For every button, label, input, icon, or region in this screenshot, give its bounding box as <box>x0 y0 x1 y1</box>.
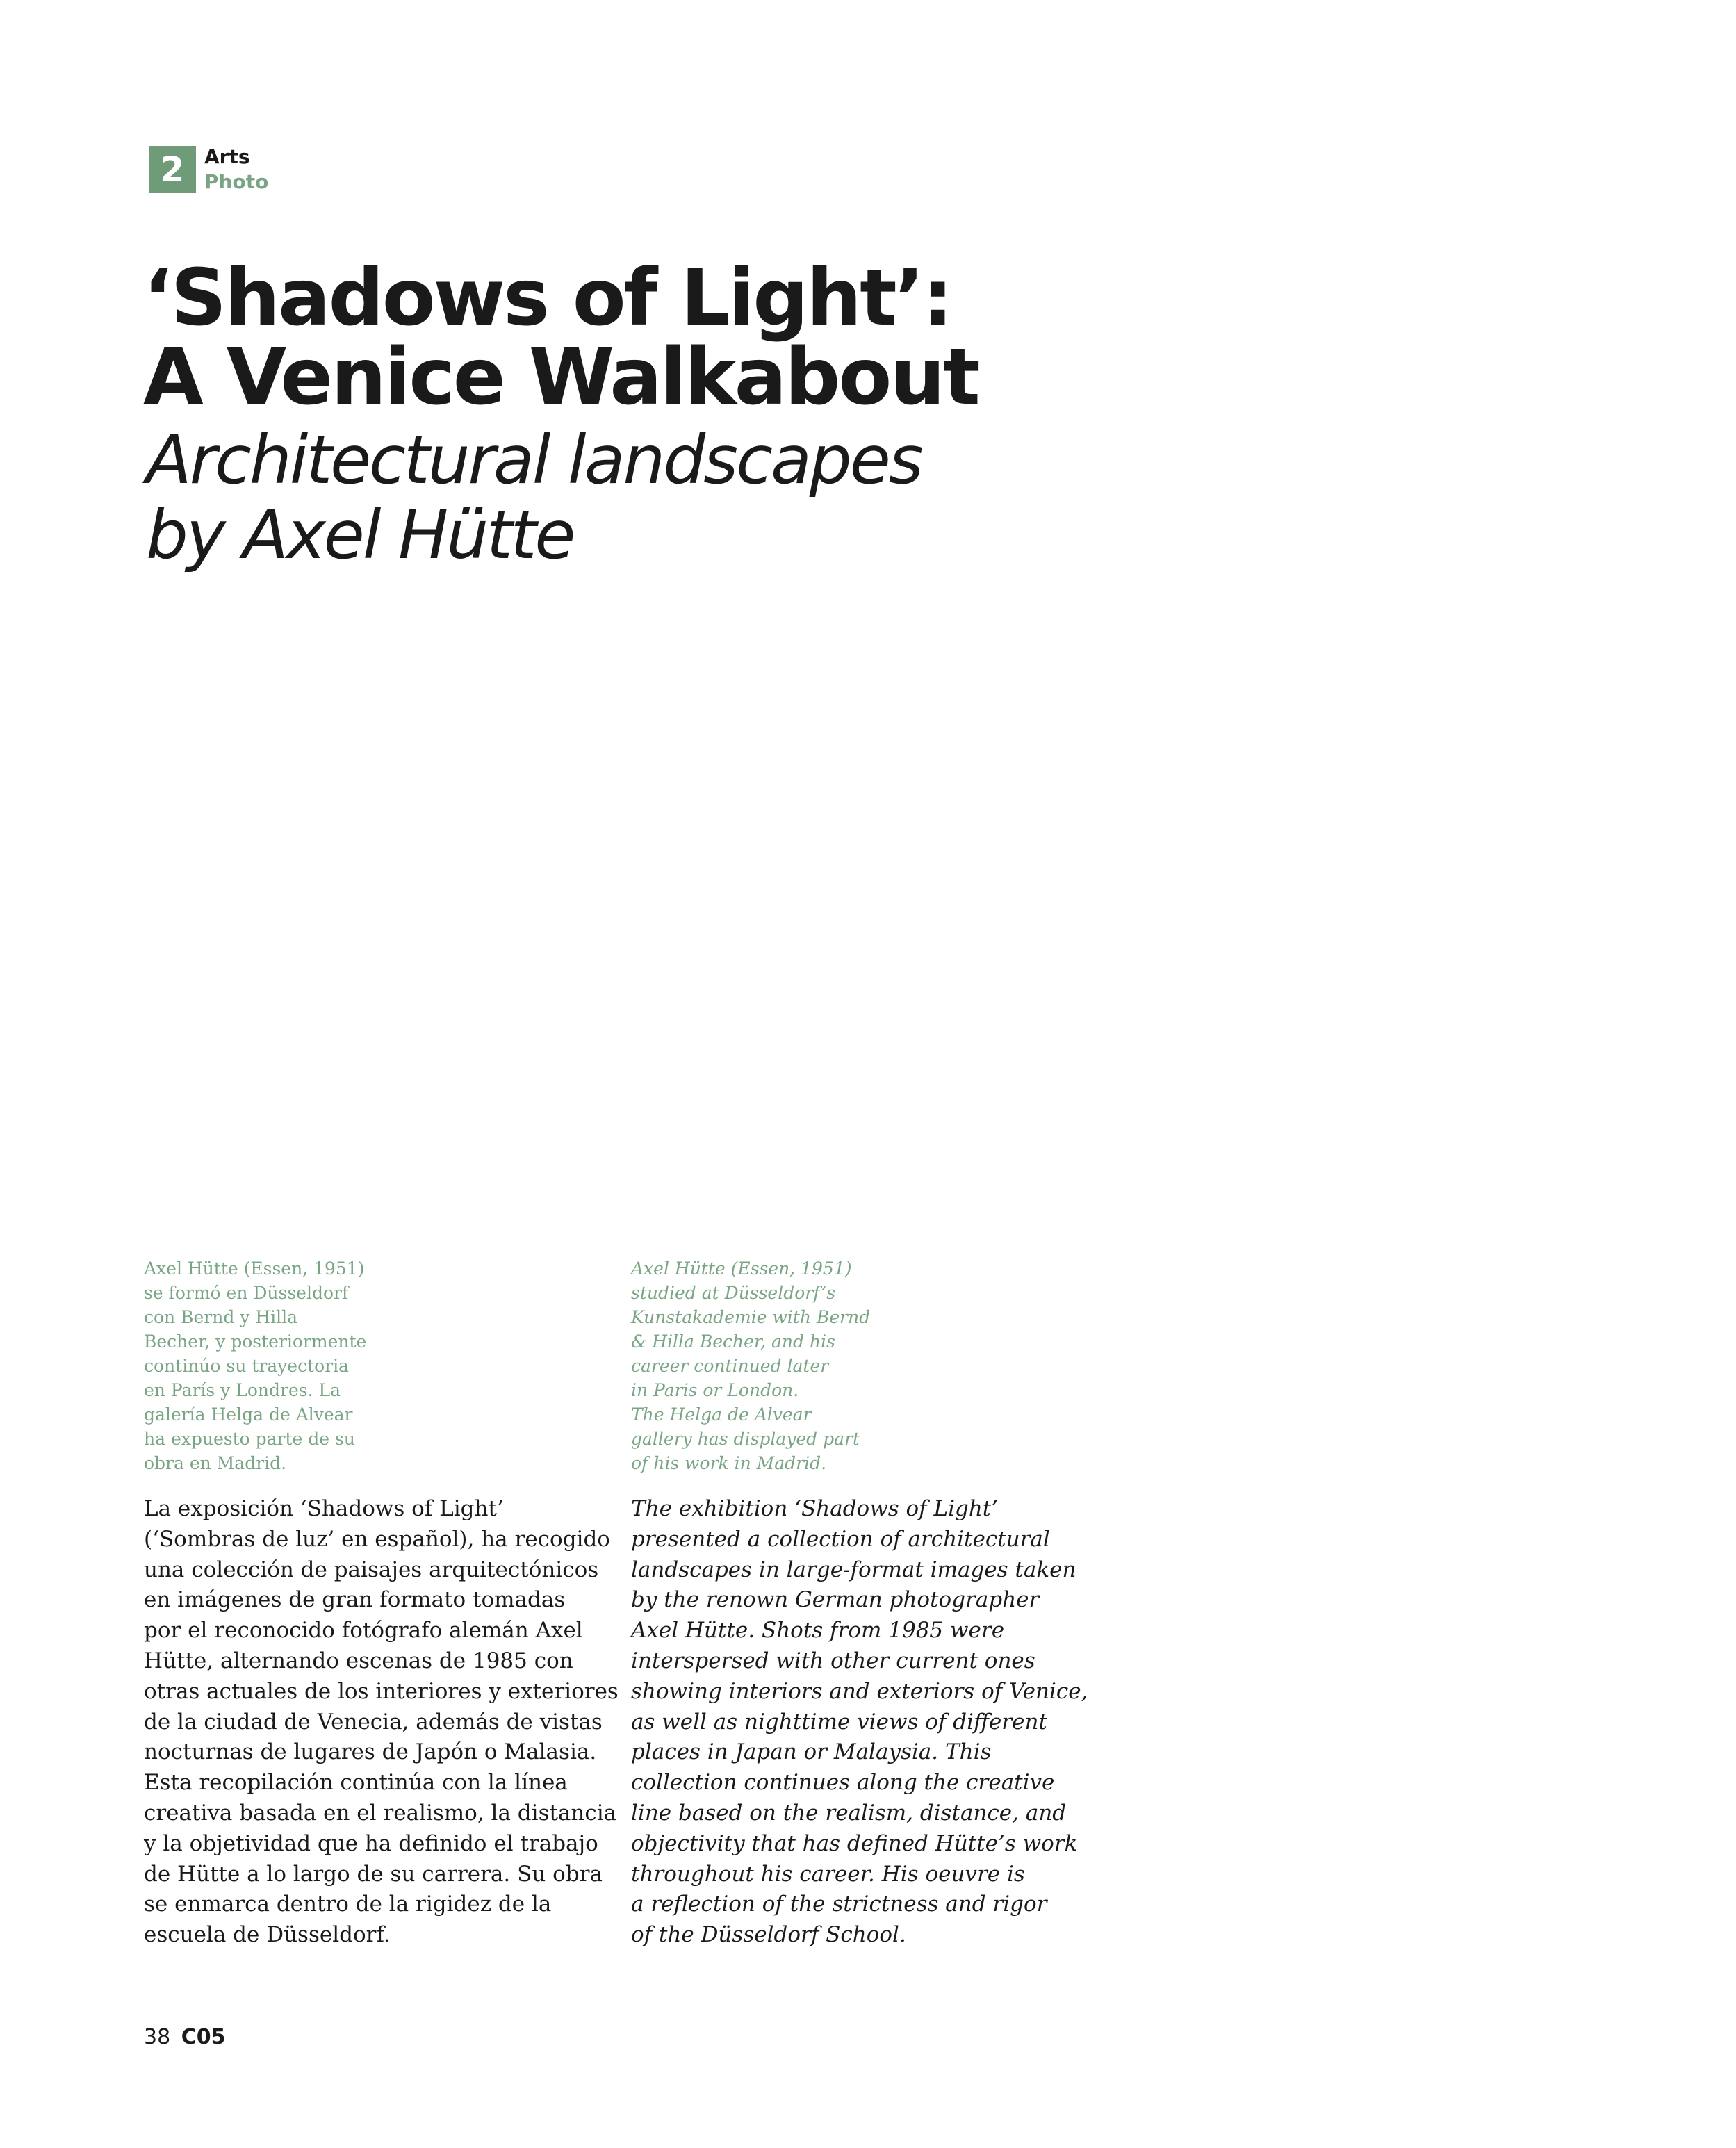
caption-line: obra en Madrid. <box>144 1453 287 1473</box>
body-line: otras actuales de los interiores y exteriores <box>144 1678 619 1704</box>
body-line: de Hütte a lo largo de su carrera. Su obra <box>144 1861 603 1887</box>
caption-line: in Paris or London. <box>631 1380 799 1400</box>
headline-line: A Venice Walkabout <box>143 332 978 423</box>
caption-line: gallery has displayed part <box>631 1429 860 1449</box>
article-subheadline <box>146 423 922 573</box>
body-line: creativa basada en el realismo, la distancia <box>144 1800 617 1826</box>
section-category: Arts <box>204 145 250 168</box>
caption-line: se formó en Düsseldorf <box>144 1283 349 1303</box>
body-line: se enmarca dentro de la rigidez de la <box>144 1892 552 1917</box>
body-line: objectivity that has defined Hütte’s work <box>631 1830 1078 1856</box>
body-line: escuela de Düsseldorf. <box>144 1922 391 1948</box>
caption-line: con Bernd y Hilla <box>144 1307 298 1327</box>
caption-line: en París y Londres. La <box>144 1380 341 1400</box>
body-line: Hütte, alternando escenas de 1985 con <box>144 1648 573 1673</box>
body-line: presented a collection of architectural <box>631 1526 1050 1552</box>
body-line: of the Düsseldorf School. <box>631 1922 906 1948</box>
caption-line: galería Helga de Alvear <box>144 1404 353 1425</box>
page-footer <box>144 2024 226 2051</box>
body-line: interspersed with other current ones <box>631 1648 1035 1673</box>
body-line: line based on the realism, distance, and <box>631 1800 1067 1826</box>
caption-line: Axel Hütte (Essen, 1951) <box>631 1259 852 1279</box>
caption-line: career continued later <box>631 1356 829 1376</box>
caption-line: continúo su trayectoria <box>144 1356 350 1376</box>
body-line: por el reconocido fotógrafo alemán Axel <box>144 1618 583 1643</box>
caption-english <box>631 1256 870 1475</box>
body-line: Esta recopilación continúa con la línea <box>144 1770 568 1796</box>
body-line: showing interiors and exteriors of Venice, <box>631 1678 1088 1704</box>
caption-line: studied at Düsseldorf’s <box>631 1283 836 1303</box>
body-line: a reflection of the strictness and rigor <box>631 1892 1047 1917</box>
body-line: by the renown German photographer <box>631 1587 1040 1613</box>
body-line: collection continues along the creative <box>631 1770 1055 1796</box>
section-subcategory: Photo <box>204 170 269 193</box>
body-line: as well as nighttime views of different <box>631 1709 1047 1735</box>
body-line: La exposición ‘Shadows of Light’ <box>144 1496 504 1521</box>
body-line: de la ciudad de Venecia, además de vistas <box>144 1709 603 1735</box>
body-line: en imágenes de gran formato tomadas <box>144 1587 566 1613</box>
caption-line: ha expuesto parte de su <box>144 1429 355 1449</box>
caption-line: & Hilla Becher, and his <box>631 1331 835 1352</box>
page-number: 38 <box>144 2025 171 2049</box>
section-labels <box>204 145 268 195</box>
body-text-spanish <box>144 1494 619 1951</box>
body-line: una colección de paisajes arquitectónicos <box>144 1557 599 1582</box>
section-tag <box>149 146 268 195</box>
body-line: throughout his career. His oeuvre is <box>631 1861 1025 1887</box>
body-text-english <box>631 1494 1088 1951</box>
caption-line: The Helga de Alvear <box>631 1404 812 1425</box>
body-line: y la objetividad que ha definido el trabajo <box>144 1830 598 1856</box>
magazine-name: C05 <box>181 2025 226 2049</box>
caption-line: of his work in Madrid. <box>631 1453 827 1473</box>
body-line: places in Japan or Malaysia. This <box>631 1739 992 1765</box>
article-headline <box>143 253 978 423</box>
body-line: The exhibition ‘Shadows of Light’ <box>631 1496 999 1521</box>
caption-line: Becher, y posteriormente <box>144 1331 367 1352</box>
subheadline-line: Architectural landscapes <box>146 421 922 499</box>
body-line: (‘Sombras de luz’ en español), ha recogido <box>144 1526 610 1552</box>
caption-spanish <box>144 1256 366 1475</box>
headline-line: ‘Shadows of Light’: <box>143 253 951 343</box>
caption-line: Kunstakademie with Bernd <box>631 1307 871 1327</box>
body-line: Axel Hütte. Shots from 1985 were <box>631 1618 1005 1643</box>
body-line: landscapes in large-format images taken <box>631 1557 1076 1582</box>
body-line: nocturnas de lugares de Japón o Malasia. <box>144 1739 597 1765</box>
caption-line: Axel Hütte (Essen, 1951) <box>144 1259 365 1279</box>
section-number-badge: 2 <box>149 146 196 193</box>
subheadline-line: by Axel Hütte <box>146 496 574 574</box>
